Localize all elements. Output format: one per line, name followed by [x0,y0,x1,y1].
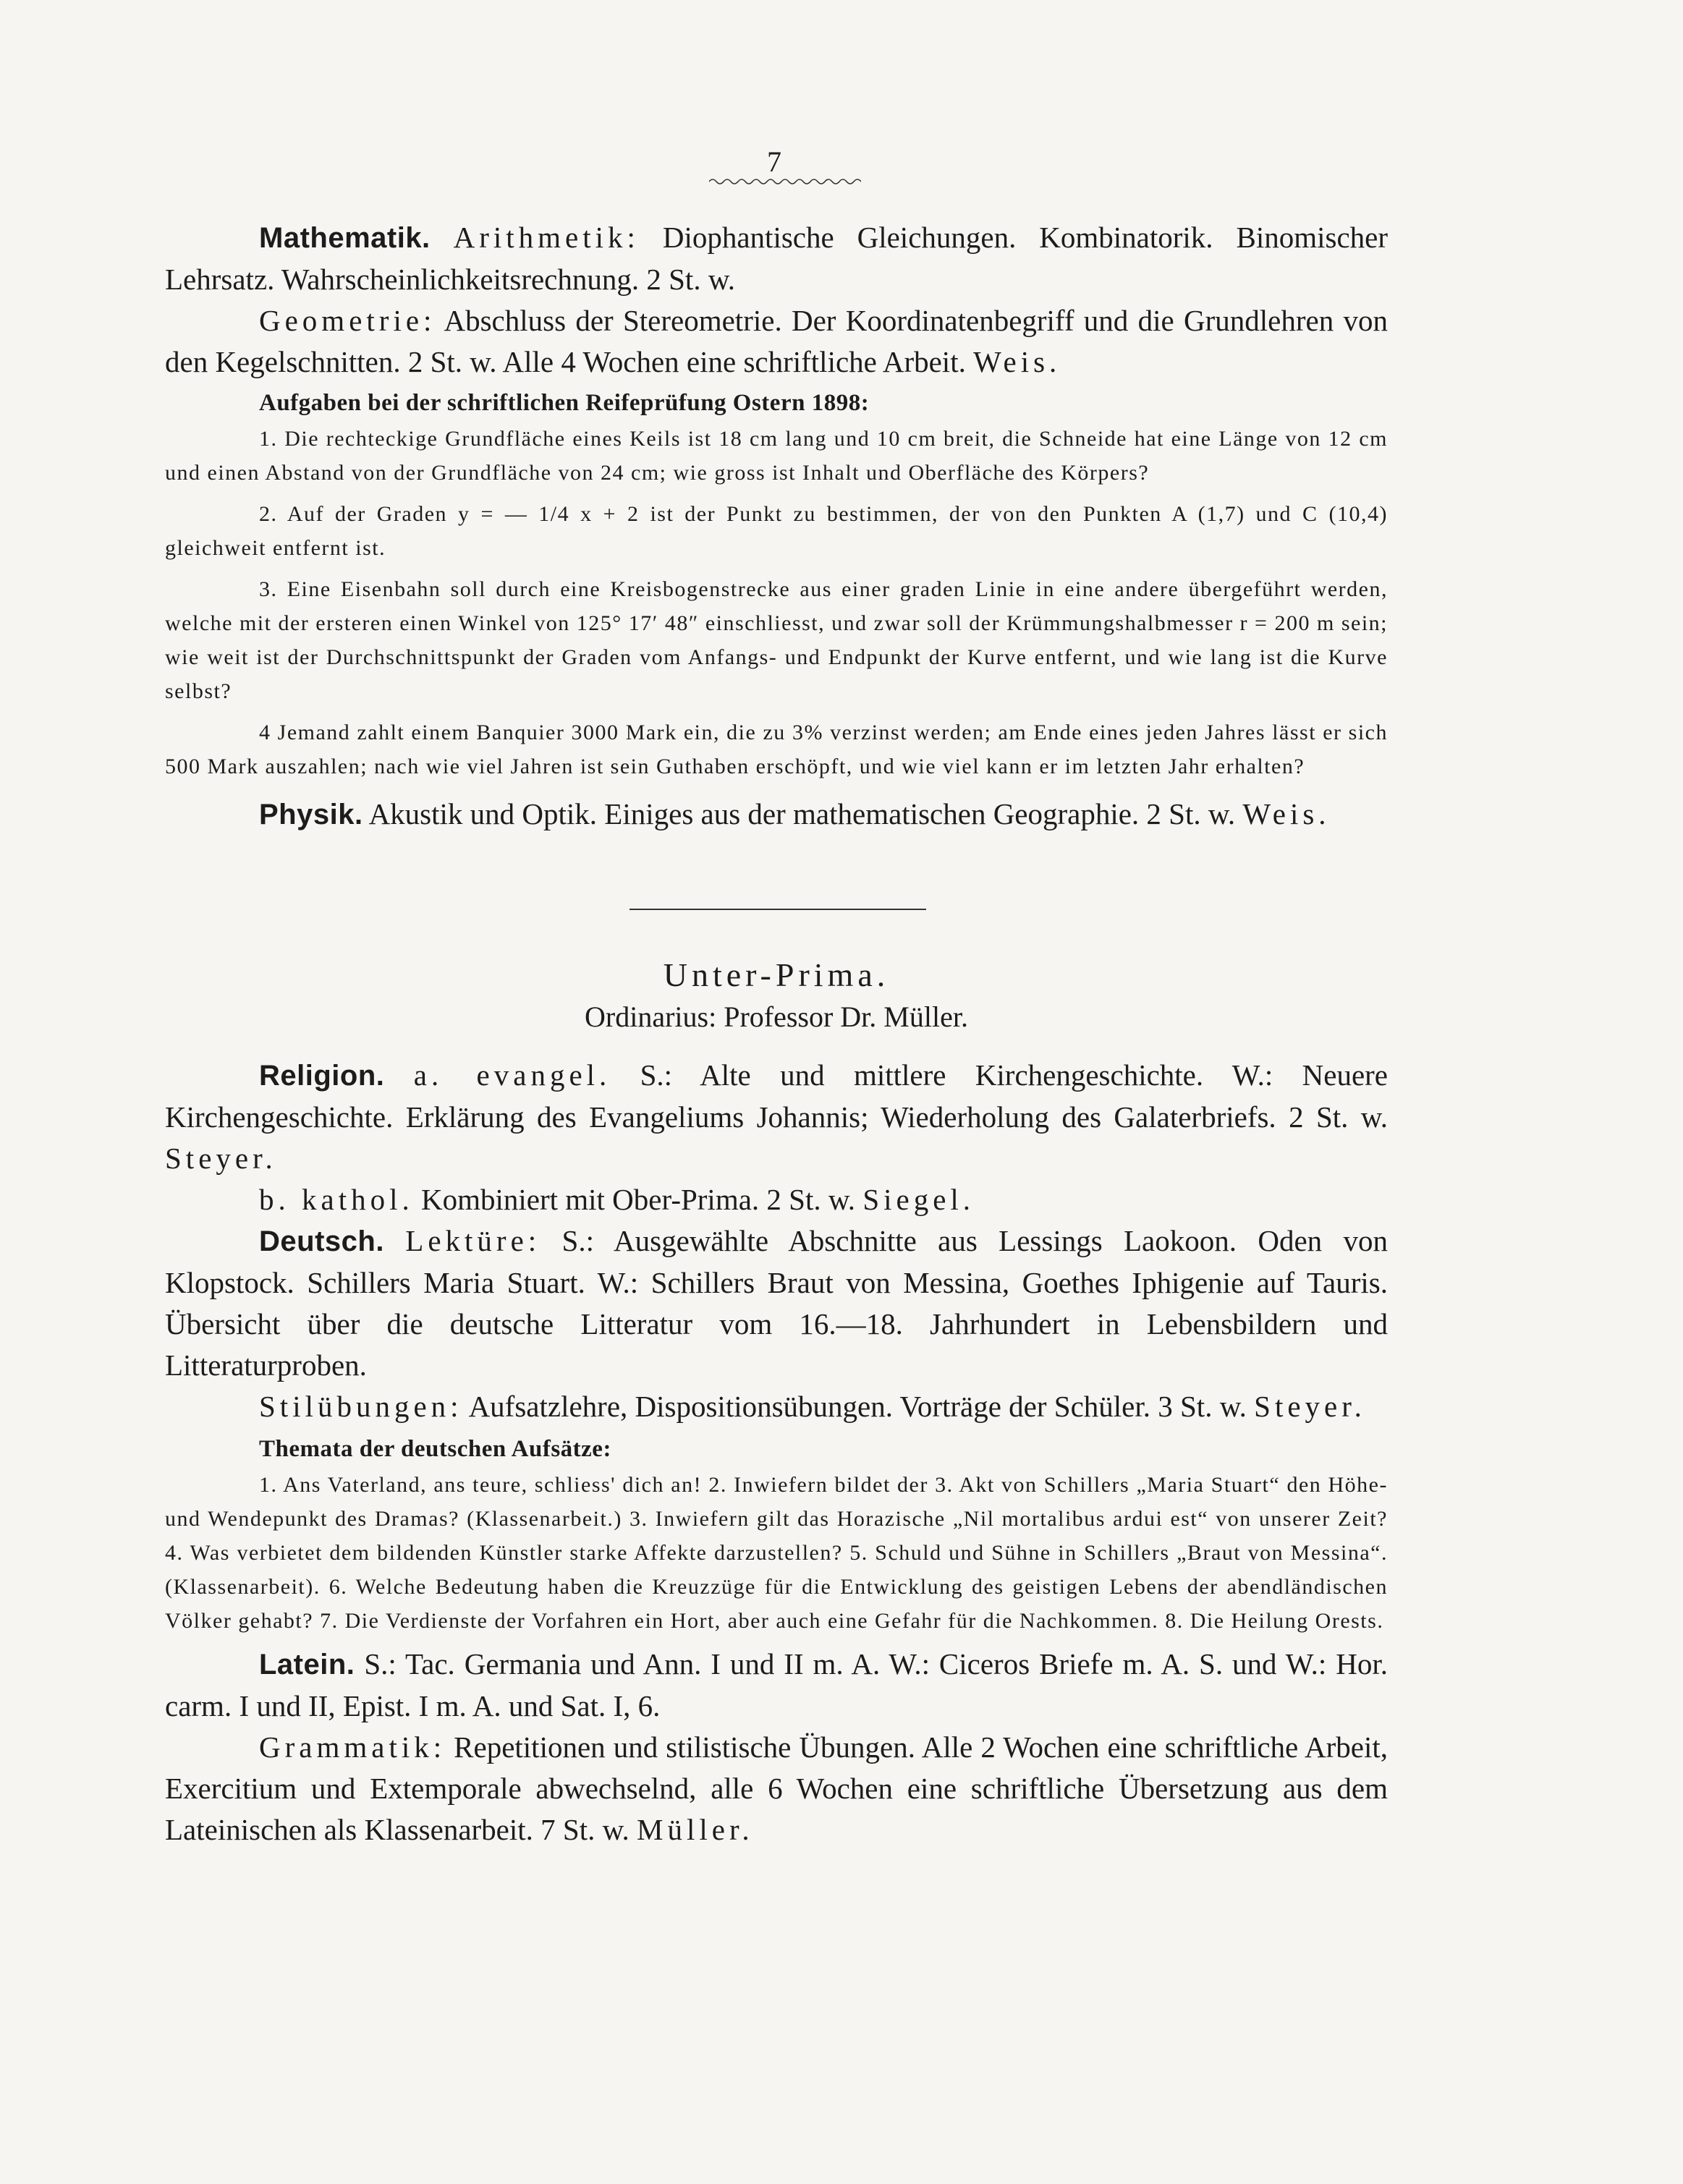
unterprima-section [165,953,1388,1851]
unterprima-ordinarius: Ordinarius: Professor Dr. Müller. [585,1000,968,1033]
physik-text: Akustik und Optik. Einiges aus der mathematischen Geographie. 2 St. w. [363,797,1243,830]
lektuere-label: Lektüre: [405,1224,541,1257]
lektuere-text: S.: Ausgewählte Abschnitte aus Lessings Laokoon. Oden von Klopstock. Schillers Maria Stuart. W.: Schillers Braut von Messina, Goethes Iphigenie auf Tauris. Übersicht über die deutsche Litteratur vom 16.—18. Jahrhundert in Lebensbildern und Litteraturproben. [165,1224,1389,1382]
section-divider [629,909,926,910]
geometrie-teacher: Weis. [973,345,1061,378]
wavy-rule [709,177,861,187]
deutsch-stiluebungen [165,1386,1388,1427]
stiluebungen-text: Aufsatzlehre, Dispositionsübungen. Vorträge der Schüler. 3 St. w. [462,1390,1255,1423]
latein-paragraph [165,1644,1388,1727]
grammatik-label: Grammatik: [259,1730,446,1764]
stiluebungen-label: Stilübungen: [259,1390,463,1423]
religion-a-teacher: Steyer. [165,1142,277,1175]
aufgabe-2: 2. Auf der Graden y = — 1/4 x + 2 ist der Punkt zu bestimmen, der von den Punkten A (1,7) und C (10,4) gleichweit entfernt ist. [165,502,1388,560]
latein-text: S.: Tac. Germania und Ann. I und II m. A. W.: Ciceros Briefe m. A. S. und W.: Hor. carm. I und II, Epist. I m. A. und Sat. I, 6. [165,1647,1388,1722]
geometrie-text: Abschluss der Stereometrie. Der Koordinatenbegriff und die Grundlehren von den Kegelschnitten. 2 St. w. Alle 4 Wochen eine schriftliche Arbeit. [165,304,1388,378]
aufgabe-1: 1. Die rechteckige Grundfläche eines Keils ist 18 cm lang und 10 cm breit, die Schneide hat eine Länge von 12 cm und einen Abstand von der Grundfläche von 24 cm; wie gross ist Inhalt und Oberfläche des Körpers? [165,427,1388,485]
physik-heading: Physik. [259,799,363,830]
religion-b [165,1179,1388,1220]
geometrie-label: Geometrie: [259,304,436,337]
aufgaben-heading: Aufgaben bei der schriftlichen Reifeprüfung Ostern 1898: [259,390,870,416]
mathematik-geometrie [165,300,1388,383]
unterprima-title: Unter-Prima. [663,956,890,993]
religion-a-text: S.: Alte und mittlere Kirchengeschichte. W.: Neuere Kirchengeschichte. Erklärung des Evangeliums Johannis; Wiederholung des Galaterbriefs. 2 St. w. [165,1058,1389,1134]
mathematik-section [165,217,1388,836]
latein-heading: Latein. [259,1649,355,1681]
grammatik-teacher: Müller. [637,1813,754,1846]
mathematik-arithmetik [165,217,1388,300]
physik-teacher: Weis. [1242,797,1331,830]
arithmetik-text: Diophantische Gleichungen. Kombinatorik. Binomischer Lehrsatz. Wahrscheinlichkeitsrechnung. 2 St. w. [165,221,1388,296]
physik-paragraph [165,794,1388,836]
deutsch-lektuere [165,1220,1388,1386]
aufgabe-3: 3. Eine Eisenbahn soll durch eine Kreisbogenstrecke aus einer graden Linie in eine andere übergeführt werden, welche mit der ersteren einen Winkel von 125° 17′ 48″ einschliesst, und zwar soll der Krümmungshalbmesser r = 200 m sein; wie weit ist der Durchschnittspunkt der Graden vom Anfangs- und Endpunkt der Kurve entfernt, und wie lang ist die Kurve selbst? [165,577,1388,703]
aufgabe-4: 4 Jemand zahlt einem Banquier 3000 Mark ein, die zu 3% verzinst werden; am Ende eines jeden Jahres lässt er sich 500 Mark auszahlen; nach wie viel Jahren ist sein Guthaben erschöpft, und wie viel kann er im letzten Jahr erhalten? [165,721,1388,778]
latein-grammatik [165,1727,1388,1851]
arithmetik-label: Arithmetik: [453,221,640,254]
religion-heading: Religion. [259,1060,385,1092]
religion-a-label: a. evangel. [413,1058,611,1092]
religion-a [165,1055,1388,1179]
grammatik-text: Repetitionen und stilistische Übungen. Alle 2 Wochen eine schriftliche Arbeit, Exercitium und Extemporale abwechselnd, alle 6 Wochen eine schriftliche Übersetzung aus dem Lateinischen als Klassenarbeit. 7 St. w. [165,1730,1388,1846]
mathematik-heading: Mathematik. [259,222,431,254]
religion-b-label: b. kathol. [259,1183,414,1216]
deutsch-heading: Deutsch. [259,1225,384,1257]
page-number: 7 [767,145,781,178]
themata-text: 1. Ans Vaterland, ans teure, schliess' dich an! 2. Inwiefern bildet der 3. Akt von Schillers „Maria Stuart“ den Höhe- und Wendepunkt des Dramas? (Klassenarbeit.) 3. Inwiefern gilt das Horazische „Nil mortalibus ardui est“ von unserer Zeit? 4. Was verbietet dem bildenden Künstler starke Affekte darzustellen? 5. Schuld und Sühne in Schillers „Braut von Messina“. (Klassenarbeit). 6. Welche Bedeutung haben die Kreuzzüge für die Entwicklung des geistigen Lebens der abendländischen Völker gehabt? 7. Die Verdienste der Vorfahren ein Hort, aber auch eine Gefahr für die Nachkommen. 8. Die Heilung Orests. [165,1473,1388,1633]
religion-b-text: Kombiniert mit Ober-Prima. 2 St. w. [413,1183,863,1216]
stiluebungen-teacher: Steyer. [1254,1390,1366,1423]
religion-b-teacher: Siegel. [862,1183,975,1216]
themata-heading: Themata der deutschen Aufsätze: [259,1436,611,1462]
